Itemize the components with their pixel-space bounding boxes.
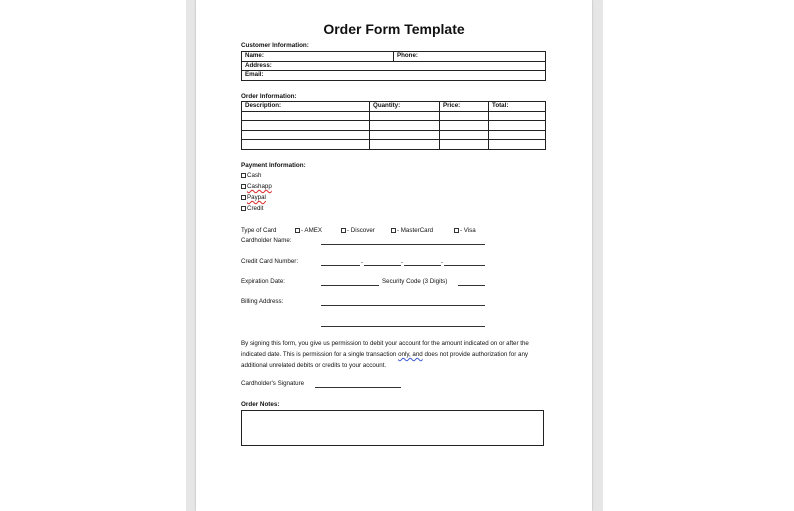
table-row (242, 121, 546, 131)
cardholder-name-label: Cardholder Name: (241, 237, 292, 244)
phone-field[interactable]: Phone: (394, 52, 546, 62)
checkbox-icon[interactable] (341, 228, 346, 233)
card-type-label-text: - Discover (347, 227, 375, 234)
expiration-line[interactable] (321, 285, 379, 286)
signature-label: Cardholder's Signature (241, 380, 305, 387)
security-code-line[interactable] (458, 285, 485, 286)
column-header-total: Total: (489, 102, 546, 112)
card-type-mastercard[interactable] (391, 227, 433, 234)
payment-option-label: Credit (247, 205, 264, 212)
customer-info-heading: Customer Information: (241, 42, 309, 49)
table-cell[interactable] (440, 140, 489, 150)
card-type-label-text: - MasterCard (397, 227, 434, 234)
billing-address-label: Billing Address: (241, 298, 284, 305)
expiration-label: Expiration Date: (241, 278, 286, 285)
card-number-separator: - (441, 259, 444, 266)
card-number-line-1[interactable] (321, 265, 360, 266)
order-info-table (241, 101, 546, 150)
consent-text: By signing this form, you give us permission to debit your account for the amount indicated on or after the indicated date. This is permission for a single transaction (241, 340, 529, 358)
checkbox-icon[interactable] (241, 173, 246, 178)
checkbox-icon[interactable] (241, 195, 246, 200)
table-header-row (242, 102, 546, 112)
card-type-label-text: - AMEX (301, 227, 322, 234)
checkbox-icon[interactable] (391, 228, 396, 233)
payment-option-paypal[interactable] (241, 194, 266, 201)
document-page (196, 0, 592, 511)
table-cell[interactable] (440, 121, 489, 131)
table-cell[interactable] (370, 121, 440, 131)
card-number-label: Credit Card Number: (241, 258, 299, 265)
table-cell[interactable] (242, 111, 370, 121)
table-cell[interactable] (489, 121, 546, 131)
column-header-description: Description: (242, 102, 370, 112)
card-number-line-4[interactable] (444, 265, 485, 266)
card-number-line-2[interactable] (364, 265, 401, 266)
payment-info-heading: Payment Information: (241, 162, 306, 169)
card-type-amex[interactable] (295, 227, 322, 234)
table-row (242, 71, 546, 81)
table-cell[interactable] (242, 121, 370, 131)
table-cell[interactable] (370, 111, 440, 121)
payment-option-label: Cash (247, 172, 262, 179)
address-field[interactable]: Address: (242, 61, 546, 71)
checkbox-icon[interactable] (241, 184, 246, 189)
payment-option-label: Paypal (247, 194, 266, 201)
card-number-separator: - (401, 259, 404, 266)
column-header-price: Price: (440, 102, 489, 112)
payment-option-label: Cashapp (247, 183, 272, 190)
table-cell[interactable] (440, 111, 489, 121)
table-cell[interactable] (242, 130, 370, 140)
payment-option-credit[interactable] (241, 205, 264, 212)
order-notes-heading: Order Notes: (241, 401, 280, 408)
page-title: Order Form Template (323, 21, 465, 37)
security-code-label: Security Code (3 Digits) (382, 278, 448, 285)
card-type-discover[interactable] (341, 227, 375, 234)
consent-text-highlight: only, and (398, 351, 423, 358)
card-type-label-text: - Visa (460, 227, 476, 234)
table-cell[interactable] (440, 130, 489, 140)
card-type-visa[interactable] (454, 227, 476, 234)
table-cell[interactable] (370, 130, 440, 140)
payment-option-cash[interactable] (241, 172, 261, 179)
table-cell[interactable] (489, 140, 546, 150)
table-row (242, 111, 546, 121)
table-cell[interactable] (489, 130, 546, 140)
table-cell[interactable] (370, 140, 440, 150)
customer-info-table (241, 51, 546, 81)
payment-option-cashapp[interactable] (241, 183, 272, 190)
table-cell[interactable] (242, 140, 370, 150)
checkbox-icon[interactable] (241, 206, 246, 211)
table-row (242, 140, 546, 150)
consent-text: does not provide authorization for any additional unrelated debits or credits to your account. (241, 351, 528, 369)
billing-address-line-2[interactable] (321, 326, 485, 327)
signature-line[interactable] (315, 387, 401, 388)
table-row (242, 52, 546, 62)
card-number-line-3[interactable] (404, 265, 441, 266)
email-field[interactable]: Email: (242, 71, 546, 81)
table-row (242, 130, 546, 140)
order-notes-box[interactable] (241, 410, 544, 446)
name-field[interactable]: Name: (242, 52, 394, 62)
card-type-label: Type of Card (241, 227, 277, 234)
card-number-separator: - (361, 259, 364, 266)
order-info-heading: Order Information: (241, 93, 297, 100)
consent-paragraph (241, 338, 547, 371)
checkbox-icon[interactable] (295, 228, 300, 233)
table-row (242, 61, 546, 71)
billing-address-line-1[interactable] (321, 305, 485, 306)
table-cell[interactable] (489, 111, 546, 121)
column-header-quantity: Quantity: (370, 102, 440, 112)
checkbox-icon[interactable] (454, 228, 459, 233)
cardholder-name-line[interactable] (321, 244, 485, 245)
